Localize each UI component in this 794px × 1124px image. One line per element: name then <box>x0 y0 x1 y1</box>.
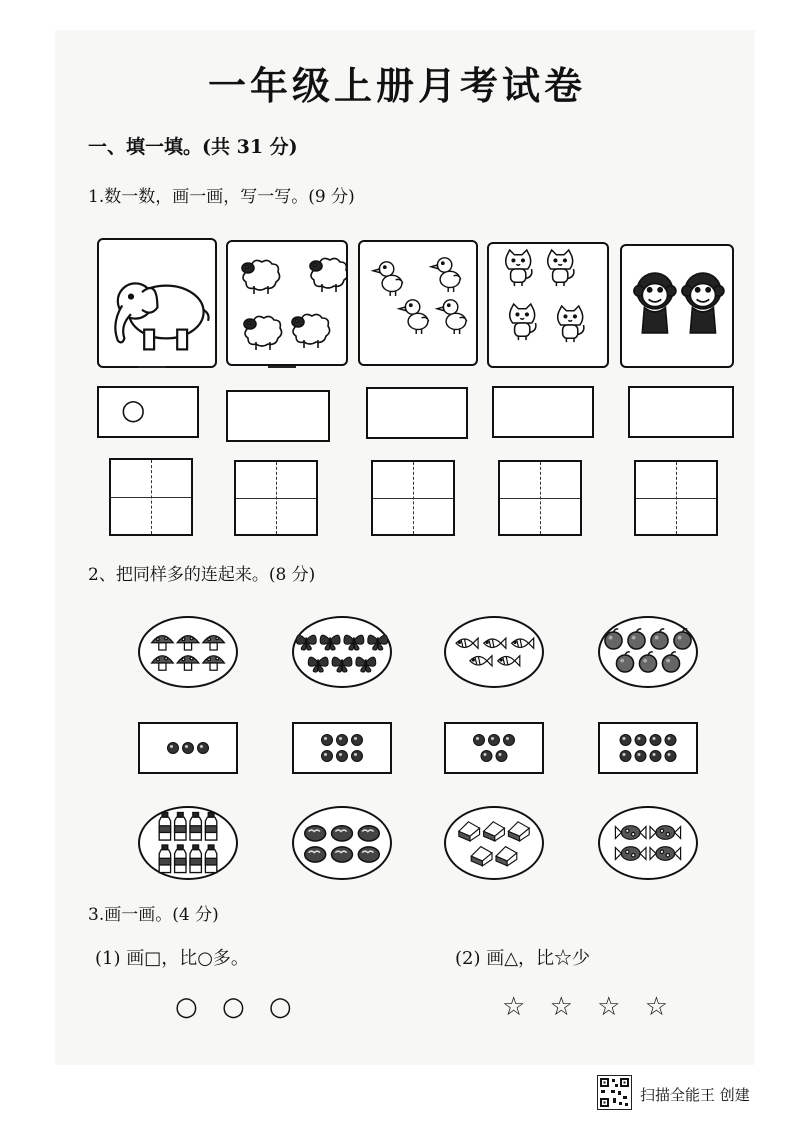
plate-top-orange[interactable] <box>598 616 698 688</box>
qr-code-icon <box>597 1075 632 1110</box>
writing-grid-elephant[interactable] <box>109 458 193 536</box>
dot-group <box>140 724 236 772</box>
drawing-box-duck[interactable] <box>366 387 468 439</box>
dot-card-1[interactable] <box>138 722 238 774</box>
grid-guide-horizontal <box>236 498 316 499</box>
cat-illustration <box>489 244 607 366</box>
q3-part1-text: (1) 画□，比○多。 <box>95 948 249 969</box>
dot <box>183 743 194 754</box>
picture-frame-elephant <box>97 238 217 368</box>
cake-group <box>446 808 542 878</box>
page-title: 一年级上册月考试卷 <box>207 63 586 108</box>
section-heading: 一、填一填。(共 31 分) <box>88 136 298 158</box>
dot <box>650 735 661 746</box>
bottle-group <box>140 808 236 878</box>
plate-bottom-bun[interactable] <box>292 806 392 880</box>
drawing-box-elephant[interactable] <box>97 386 199 438</box>
dot-card-4[interactable] <box>598 722 698 774</box>
dot <box>489 735 500 746</box>
plate-bottom-cake[interactable] <box>444 806 544 880</box>
fish-group <box>446 618 542 686</box>
example-circle-mark: ○ <box>121 393 146 426</box>
writing-grid-cat[interactable] <box>498 460 582 536</box>
plate-top-mushroom[interactable] <box>138 616 238 688</box>
question-2-label: 2、把同样多的连起来。(8 分) <box>88 565 316 585</box>
plate-top-butterfly[interactable] <box>292 616 392 688</box>
orange-group <box>600 618 696 686</box>
drawing-box-sheep[interactable] <box>226 390 330 442</box>
dot-group <box>294 724 390 772</box>
candy-group <box>600 808 696 878</box>
dot-card-2[interactable] <box>292 722 392 774</box>
dot <box>322 751 333 762</box>
answer-underline <box>268 366 296 368</box>
grid-guide-horizontal <box>111 497 191 498</box>
dot <box>168 743 179 754</box>
dot-card-3[interactable] <box>444 722 544 774</box>
dot <box>337 735 348 746</box>
dot <box>665 751 676 762</box>
dot <box>337 751 348 762</box>
answer-underline <box>138 366 166 368</box>
q3-circles: ○ ○ ○ <box>175 992 300 1022</box>
picture-frame-cat <box>487 242 609 368</box>
dot-group <box>446 724 542 772</box>
dot <box>198 743 209 754</box>
drawing-box-monkey[interactable] <box>628 386 734 438</box>
dot-group <box>600 724 696 772</box>
dot <box>322 735 333 746</box>
picture-frame-sheep <box>226 240 348 366</box>
plate-top-fish[interactable] <box>444 616 544 688</box>
picture-frame-duck <box>358 240 478 366</box>
question-3-label: 3.画一画。(4 分) <box>88 905 219 925</box>
dot <box>635 751 646 762</box>
monkey-illustration <box>622 246 732 366</box>
sheep-illustration <box>228 242 346 364</box>
mushroom-group <box>140 618 236 686</box>
grid-guide-horizontal <box>373 498 453 499</box>
grid-guide-horizontal <box>636 498 716 499</box>
dot <box>650 751 661 762</box>
dot <box>504 735 515 746</box>
footer-watermark: 扫描全能王 创建 <box>640 1086 750 1104</box>
q3-part2-text: (2) 画△，比☆少 <box>455 948 591 969</box>
dot <box>635 735 646 746</box>
writing-grid-sheep[interactable] <box>234 460 318 536</box>
dot <box>620 735 631 746</box>
dot <box>352 751 363 762</box>
question-1-label: 1.数一数，画一画，写一写。(9 分) <box>88 187 355 207</box>
drawing-box-cat[interactable] <box>492 386 594 438</box>
dot <box>496 751 507 762</box>
dot <box>665 735 676 746</box>
elephant-illustration <box>99 240 215 366</box>
dot <box>481 751 492 762</box>
picture-frame-monkey <box>620 244 734 368</box>
dot <box>352 735 363 746</box>
q3-stars: ☆ ☆ ☆ ☆ <box>502 992 677 1022</box>
writing-grid-monkey[interactable] <box>634 460 718 536</box>
dot <box>620 751 631 762</box>
bun-group <box>294 808 390 878</box>
butterfly-group <box>294 618 390 686</box>
duck-illustration <box>360 242 476 364</box>
plate-bottom-candy[interactable] <box>598 806 698 880</box>
grid-guide-horizontal <box>500 498 580 499</box>
plate-bottom-bottle[interactable] <box>138 806 238 880</box>
dot <box>474 735 485 746</box>
writing-grid-duck[interactable] <box>371 460 455 536</box>
